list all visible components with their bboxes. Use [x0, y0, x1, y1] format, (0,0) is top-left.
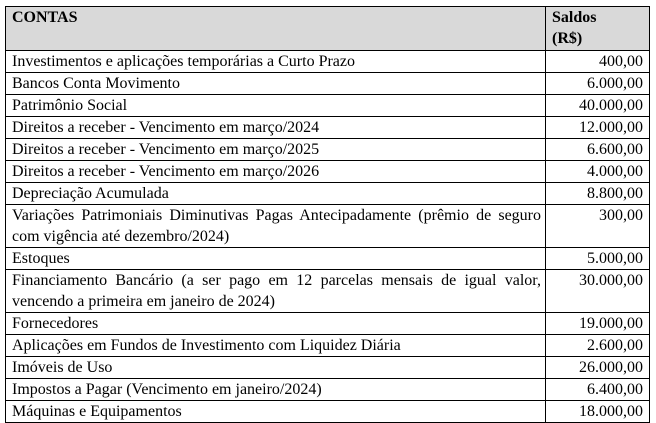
table-row — [6, 73, 650, 95]
table-row — [6, 248, 650, 270]
account-balance: 26.000,00 — [546, 357, 650, 379]
account-name: Máquinas e Equipamentos — [6, 401, 546, 423]
accounts-table — [5, 6, 650, 423]
account-name: Estoques — [6, 248, 546, 270]
table-row — [6, 95, 650, 117]
account-balance: 40.000,00 — [546, 95, 650, 117]
account-name: Variações Patrimoniais Diminutivas Pagas Antecipadamente (prêmio de seguro com vigência até dezembro/2024) — [6, 205, 546, 248]
account-balance: 8.800,00 — [546, 183, 650, 205]
account-balance: 2.600,00 — [546, 335, 650, 357]
header-accounts: CONTAS — [6, 7, 546, 51]
account-name: Financiamento Bancário (a ser pago em 12 parcelas mensais de igual valor, vencendo a primeira em janeiro de 2024) — [6, 270, 546, 313]
table-row — [6, 183, 650, 205]
account-name: Direitos a receber - Vencimento em março/2026 — [6, 161, 546, 183]
account-name: Bancos Conta Movimento — [6, 73, 546, 95]
account-name: Impostos a Pagar (Vencimento em janeiro/2024) — [6, 379, 546, 401]
account-name: Investimentos e aplicações temporárias a Curto Prazo — [6, 51, 546, 73]
header-balance: Saldos (R$) — [546, 7, 650, 51]
account-name: Direitos a receber - Vencimento em março/2024 — [6, 117, 546, 139]
table-row — [6, 379, 650, 401]
table-row — [6, 313, 650, 335]
account-name: Direitos a receber - Vencimento em março/2025 — [6, 139, 546, 161]
table-row — [6, 270, 650, 313]
account-balance: 18.000,00 — [546, 401, 650, 423]
account-balance: 6.400,00 — [546, 379, 650, 401]
table-row — [6, 139, 650, 161]
table-row — [6, 205, 650, 248]
account-name: Patrimônio Social — [6, 95, 546, 117]
account-balance: 4.000,00 — [546, 161, 650, 183]
table-row — [6, 401, 650, 423]
account-balance: 6.000,00 — [546, 73, 650, 95]
account-name: Depreciação Acumulada — [6, 183, 546, 205]
table-row — [6, 117, 650, 139]
account-balance: 5.000,00 — [546, 248, 650, 270]
header-row — [6, 7, 650, 51]
account-balance: 400,00 — [546, 51, 650, 73]
account-name: Aplicações em Fundos de Investimento com Liquidez Diária — [6, 335, 546, 357]
account-balance: 19.000,00 — [546, 313, 650, 335]
account-balance: 300,00 — [546, 205, 650, 248]
account-balance: 30.000,00 — [546, 270, 650, 313]
table-row — [6, 161, 650, 183]
account-balance: 6.600,00 — [546, 139, 650, 161]
table-row — [6, 335, 650, 357]
account-balance: 12.000,00 — [546, 117, 650, 139]
table-row — [6, 357, 650, 379]
account-name: Imóveis de Uso — [6, 357, 546, 379]
account-name: Fornecedores — [6, 313, 546, 335]
table-row — [6, 51, 650, 73]
